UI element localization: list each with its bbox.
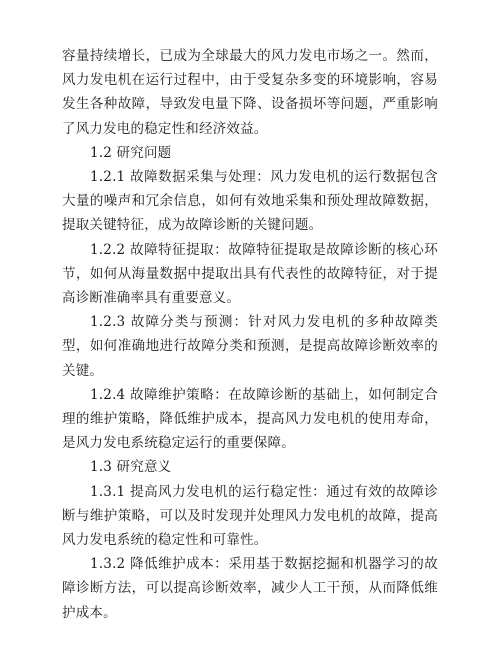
paragraph-1-3-1: 1.3.1 提高风力发电机的运行稳定性：通过有效的故障诊断与维护策略，可以及时发现并处理风力发电机的故障，提高风力发电系统的稳定性和可靠性。: [62, 483, 438, 549]
paragraph-1-2-1: 1.2.1 故障数据采集与处理：风力发电机的运行数据包含大量的噪声和冗余信息，如何有效地采集和预处理故障数据，提取关键特征，成为故障诊断的关键问题。: [62, 169, 438, 234]
paragraph-1-3-2: 1.3.2 降低维护成本：采用基于数据挖掘和机器学习的故障诊断方法，可以提高诊断效率，减少人工干预，从而降低维护成本。: [62, 556, 438, 621]
section-heading-1-2: 1.2 研究问题: [90, 144, 172, 161]
paragraph-1-2-2: 1.2.2 故障特征提取：故障特征提取是故障诊断的核心环节，如何从海量数据中提取出具有代表性的故障特征，对于提高诊断准确率具有重要意义。: [62, 241, 438, 307]
paragraph-1-2-3: 1.2.3 故障分类与预测：针对风力发电机的多种故障类型，如何准确地进行故障分类和预测，是提高故障诊断效率的关键。: [62, 314, 438, 379]
paragraph-1-2-4: 1.2.4 故障维护策略：在故障诊断的基础上，如何制定合理的维护策略，降低维护成本，提高风力发电机的使用寿命，是风力发电系统稳定运行的重要保障。: [62, 386, 438, 452]
section-heading-1-3: 1.3 研究意义: [90, 459, 172, 476]
document-page: [62, 44, 438, 625]
paragraph-intro-continued: 容量持续增长，已成为全球最大的风力发电市场之一。然而，风力发电机在运行过程中，由于受复杂多变的环境影响，容易发生各种故障，导致发电量下降、设备损坏等问题，严重影响了风力发电的稳定性和经济效益。: [62, 48, 438, 137]
